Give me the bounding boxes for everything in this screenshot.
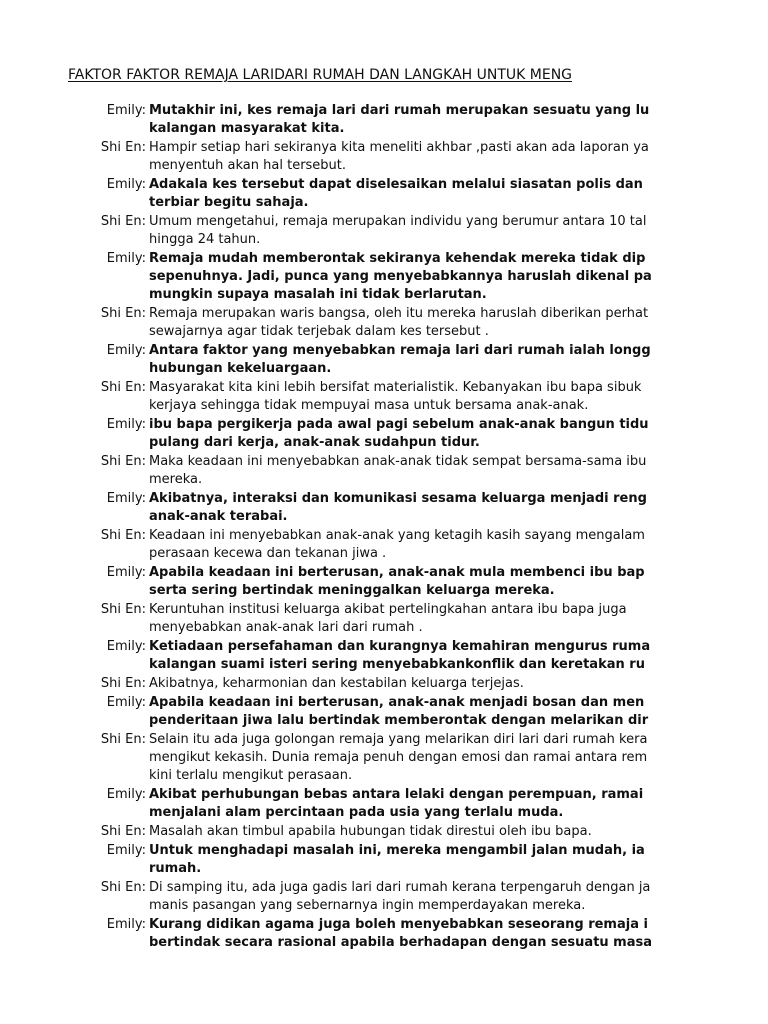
dialogue-line: perasaan kecewa dan tekanan jiwa . xyxy=(149,546,387,561)
dialogue-line: Akibat perhubungan bebas antara lelaki dengan perempuan, ramai xyxy=(149,787,644,802)
dialogue-line: terbiar begitu sahaja. xyxy=(149,195,309,210)
dialogue-row xyxy=(0,379,696,415)
dialogue-row xyxy=(0,176,696,212)
speaker-label: Emily: xyxy=(106,695,146,710)
dialogue-line: bertindak secara rasional apabila berhadapan dengan sesuatu masa xyxy=(149,935,653,950)
dialogue-line: Ketiadaan persefahaman dan kurangnya kemahiran mengurus ruma xyxy=(149,639,651,654)
dialogue-line: Selain itu ada juga golongan remaja yang melarikan diri lari dari rumah kera xyxy=(149,732,648,747)
dialogue-list xyxy=(0,102,696,953)
dialogue-line: Untuk menghadapi masalah ini, mereka mengambil jalan mudah, ia xyxy=(149,843,645,858)
speaker-label: Emily: xyxy=(106,251,146,266)
dialogue-text xyxy=(149,786,696,822)
speaker-label: Shi En: xyxy=(100,380,146,395)
dialogue-text xyxy=(149,916,696,952)
dialogue-line: menyebabkan anak-anak lari dari rumah . xyxy=(149,620,423,635)
dialogue-row xyxy=(0,490,696,526)
dialogue-text xyxy=(149,139,696,175)
dialogue-line: kalangan masyarakat kita. xyxy=(149,121,345,136)
dialogue-line: hubungan kekeluargaan. xyxy=(149,361,332,376)
dialogue-line: Masalah akan timbul apabila hubungan tidak direstui oleh ibu bapa. xyxy=(149,824,592,839)
dialogue-line: mungkin supaya masalah ini tidak berlarutan. xyxy=(149,287,487,302)
dialogue-line: mengikut kekasih. Dunia remaja penuh dengan emosi dan ramai antara rem xyxy=(149,750,648,765)
dialogue-text xyxy=(149,638,696,674)
speaker-label: Shi En: xyxy=(100,732,146,747)
dialogue-row xyxy=(0,564,696,600)
dialogue-text xyxy=(149,305,696,341)
dialogue-line: Antara faktor yang menyebabkan remaja lari dari rumah ialah longg xyxy=(149,343,651,358)
dialogue-line: anak-anak terabai. xyxy=(149,509,288,524)
dialogue-line: ibu bapa pergikerja pada awal pagi sebelum anak-anak bangun tidu xyxy=(149,417,649,432)
dialogue-line: kini terlalu mengikut perasaan. xyxy=(149,768,353,783)
dialogue-text xyxy=(149,342,696,378)
dialogue-text xyxy=(149,250,696,304)
dialogue-line: Kurang didikan agama juga boleh menyebabkan seseorang remaja i xyxy=(149,917,648,932)
dialogue-line: hingga 24 tahun. xyxy=(149,232,261,247)
dialogue-row xyxy=(0,601,696,637)
speaker-label: Shi En: xyxy=(100,824,146,839)
dialogue-text xyxy=(149,731,696,785)
speaker-label: Shi En: xyxy=(100,454,146,469)
dialogue-line: menjalani alam percintaan pada usia yang terlalu muda. xyxy=(149,805,564,820)
dialogue-text xyxy=(149,842,696,878)
dialogue-row xyxy=(0,527,696,563)
dialogue-text xyxy=(149,527,696,563)
dialogue-line: Akibatnya, keharmonian dan kestabilan keluarga terjejas. xyxy=(149,676,524,691)
dialogue-line: kalangan suami isteri sering menyebabkankonflik dan keretakan ru xyxy=(149,657,645,672)
speaker-label: Shi En: xyxy=(100,214,146,229)
dialogue-line: mereka. xyxy=(149,472,203,487)
dialogue-line: Remaja mudah memberontak sekiranya kehendak mereka tidak dip xyxy=(149,251,646,266)
dialogue-line: sewajarnya agar tidak terjebak dalam kes tersebut . xyxy=(149,324,489,339)
dialogue-text xyxy=(149,879,696,915)
dialogue-row xyxy=(0,416,696,452)
dialogue-line: Umum mengetahui, remaja merupakan individu yang berumur antara 10 tal xyxy=(149,214,647,229)
speaker-label: Emily: xyxy=(106,565,146,580)
dialogue-text xyxy=(149,453,696,489)
dialogue-line: manis pasangan yang sebernarnya ingin memperdayakan mereka. xyxy=(149,898,586,913)
dialogue-row xyxy=(0,102,696,138)
dialogue-text xyxy=(149,694,696,730)
dialogue-line: kerjaya sehingga tidak mempuyai masa untuk bersama anak-anak. xyxy=(149,398,589,413)
dialogue-row xyxy=(0,453,696,489)
speaker-label: Shi En: xyxy=(100,676,146,691)
dialogue-row xyxy=(0,139,696,175)
speaker-label: Shi En: xyxy=(100,880,146,895)
dialogue-row xyxy=(0,879,696,915)
speaker-label: Emily: xyxy=(106,843,146,858)
dialogue-row xyxy=(0,786,696,822)
speaker-label: Shi En: xyxy=(100,602,146,617)
dialogue-line: menyentuh akan hal tersebut. xyxy=(149,158,347,173)
speaker-label: Emily: xyxy=(106,417,146,432)
dialogue-line: pulang dari kerja, anak-anak sudahpun tidur. xyxy=(149,435,480,450)
speaker-label: Emily: xyxy=(106,343,146,358)
dialogue-line: sepenuhnya. Jadi, punca yang menyebabkannya haruslah dikenal pa xyxy=(149,269,652,284)
dialogue-line: serta sering bertindak meninggalkan keluarga mereka. xyxy=(149,583,555,598)
dialogue-row xyxy=(0,694,696,730)
dialogue-line: Keadaan ini menyebabkan anak-anak yang ketagih kasih sayang mengalam xyxy=(149,528,645,543)
speaker-label: Emily: xyxy=(106,787,146,802)
dialogue-row xyxy=(0,731,696,785)
dialogue-row xyxy=(0,213,696,249)
document-title: FAKTOR FAKTOR REMAJA LARIDARI RUMAH DAN LANGKAH UNTUK MENG xyxy=(68,67,573,83)
dialogue-row xyxy=(0,823,696,841)
dialogue-line: Apabila keadaan ini berterusan, anak-anak menjadi bosan dan men xyxy=(149,695,645,710)
dialogue-line: rumah. xyxy=(149,861,202,876)
dialogue-text xyxy=(149,564,696,600)
dialogue-text xyxy=(149,102,696,138)
dialogue-text xyxy=(149,416,696,452)
dialogue-line: Remaja merupakan waris bangsa, oleh itu mereka haruslah diberikan perhat xyxy=(149,306,649,321)
dialogue-line: Akibatnya, interaksi dan komunikasi sesama keluarga menjadi reng xyxy=(149,491,647,506)
speaker-label: Emily: xyxy=(106,177,146,192)
dialogue-line: Mutakhir ini, kes remaja lari dari rumah merupakan sesuatu yang lu xyxy=(149,103,650,118)
dialogue-row xyxy=(0,842,696,878)
dialogue-text xyxy=(149,379,696,415)
dialogue-text xyxy=(149,675,696,693)
dialogue-line: Keruntuhan institusi keluarga akibat pertelingkahan antara ibu bapa juga xyxy=(149,602,627,617)
dialogue-text xyxy=(149,213,696,249)
dialogue-row xyxy=(0,305,696,341)
speaker-label: Shi En: xyxy=(100,140,146,155)
dialogue-line: Hampir setiap hari sekiranya kita meneliti akhbar ,pasti akan ada laporan ya xyxy=(149,140,649,155)
dialogue-line: Maka keadaan ini menyebabkan anak-anak tidak sempat bersama-sama ibu xyxy=(149,454,647,469)
speaker-label: Emily: xyxy=(106,639,146,654)
speaker-label: Emily: xyxy=(106,917,146,932)
dialogue-row xyxy=(0,675,696,693)
speaker-label: Shi En: xyxy=(100,306,146,321)
speaker-label: Emily: xyxy=(106,491,146,506)
dialogue-text xyxy=(149,823,696,841)
dialogue-line: Adakala kes tersebut dapat diselesaikan melalui siasatan polis dan xyxy=(149,177,643,192)
dialogue-row xyxy=(0,250,696,304)
dialogue-line: penderitaan jiwa lalu bertindak memberontak dengan melarikan dir xyxy=(149,713,649,728)
dialogue-line: Di samping itu, ada juga gadis lari dari rumah kerana terpengaruh dengan ja xyxy=(149,880,651,895)
dialogue-text xyxy=(149,601,696,637)
speaker-label: Emily: xyxy=(106,103,146,118)
dialogue-text xyxy=(149,176,696,212)
dialogue-line: Masyarakat kita kini lebih bersifat materialistik. Kebanyakan ibu bapa sibuk xyxy=(149,380,642,395)
dialogue-line: Apabila keadaan ini berterusan, anak-anak mula membenci ibu bap xyxy=(149,565,645,580)
dialogue-row xyxy=(0,342,696,378)
dialogue-text xyxy=(149,490,696,526)
speaker-label: Shi En: xyxy=(100,528,146,543)
dialogue-row xyxy=(0,916,696,952)
dialogue-row xyxy=(0,638,696,674)
